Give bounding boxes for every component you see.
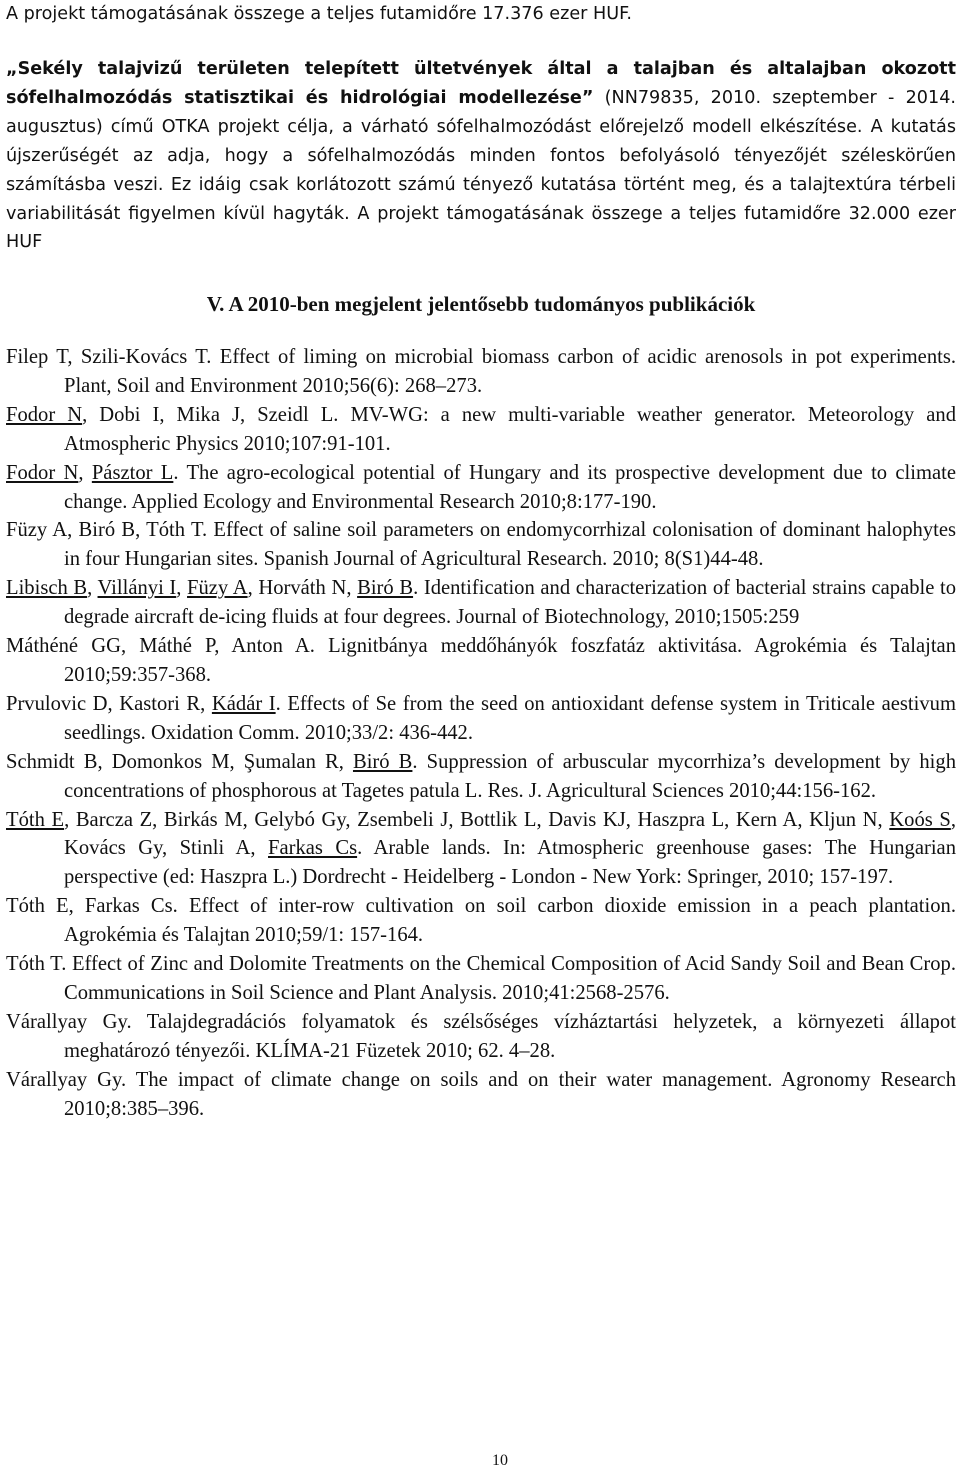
- pub-text: Lignitbánya meddőhányók foszfatáz aktivitása. Agrokémia és Talajtan 2010;59:357-368.: [64, 635, 956, 686]
- pub-text: Effect of liming on microbial biomass carbon of acidic arenosols in pot experiments. Plant, Soil and Environment 2010;56(6): 268–273.: [64, 346, 956, 397]
- publication-item: [6, 343, 956, 401]
- section-heading: V. A 2010-ben megjelent jelentősebb tudományos publikációk: [206, 292, 756, 316]
- publication-item: [6, 574, 956, 632]
- pub-text: The agro-ecological potential of Hungary and its prospective development due to climate change. Applied Ecology and Environmental Research 2010;8:177-190.: [64, 461, 956, 513]
- pub-text: Talajdegradációs folyamatok és szélsőséges vízháztartási helyzetek, a környezeti állapot meghatározó tényezői. KLÍMA-21 Füzetek 2010; 62. 4–28.: [64, 1010, 956, 1062]
- pub-separator: .: [357, 837, 363, 860]
- pub-authors: Várallyay Gy.: [6, 1068, 127, 1091]
- pub-separator: ,: [176, 577, 188, 600]
- publication-item: [6, 806, 956, 893]
- publication-item: [6, 690, 956, 748]
- pub-separator: ,: [78, 461, 92, 484]
- pub-author-underlined: Villányi I: [97, 577, 177, 600]
- pub-text: Suppression of arbuscular mycorrhiza’s development by high concentrations of phosphorous at Tagetes patula L. Res. J. Agricultural Sciences 2010;44:156-162.: [64, 750, 956, 802]
- document-page: [6, 0, 956, 1484]
- pub-author-underlined: Libisch B: [6, 577, 88, 600]
- pub-author-underlined: Farkas Cs: [268, 837, 358, 860]
- pub-authors: Prvulovic D, Kastori R,: [6, 692, 212, 715]
- pub-separator: .: [413, 577, 419, 600]
- pub-text: Effects of Se from the seed on antioxidant defense system in Triticale aestivum seedlings. Oxidation Comm. 2010;33/2: 436-442.: [64, 692, 956, 744]
- publication-item: [6, 1066, 956, 1124]
- pub-author-underlined: Füzy A: [187, 577, 248, 600]
- project-description-2: A kutatás újszerűségét az adja, hogy a sófelhalmozódás minden fontos befolyásoló tényezőjét széleskörűen számításba veszi. Ez idáig csak korlátozott számú tényező kutatása történt meg, és a talajtextúra térbeli variabilitását figyelmen kívül hagyták. A projekt támogatásának összege a teljes futamidőre 32.000 ezer HUF: [6, 116, 956, 253]
- pub-authors: Tóth E, Farkas Cs.: [6, 895, 178, 918]
- publication-item: [6, 748, 956, 806]
- pub-author-underlined: Fodor N: [6, 403, 83, 426]
- publication-item: [6, 459, 956, 517]
- pub-text: Effect of inter-row cultivation on soil carbon dioxide emission in a peach plantation. Agrokémia és Talajtan 2010;59/1: 157-164.: [64, 895, 956, 947]
- pub-authors: , Dobi I, Mika J, Szeidl L.: [82, 403, 339, 426]
- pub-author-underlined: Kádár I: [211, 692, 276, 715]
- intro-funding-text: A projekt támogatásának összege a teljes futamidőre 17.376 ezer HUF.: [6, 4, 632, 24]
- pub-separator: .: [173, 461, 179, 484]
- pub-text: Effect of Zinc and Dolomite Treatments on the Chemical Composition of Acid Sandy Soil and Bean Crop. Communications in Soil Science and Plant Analysis. 2010;41:2568-2576.: [64, 953, 956, 1004]
- pub-text: Identification and characterization of bacterial strains capable to degrade aircraft de-icing fluids at four degrees. Journal of Biotechnology, 2010;1505:259: [64, 577, 956, 629]
- publication-item: [6, 401, 956, 459]
- publication-item: [6, 892, 956, 950]
- pub-authors: Filep T, Szili-Kovács T.: [6, 346, 212, 368]
- pub-author-underlined: Fodor N: [6, 461, 79, 484]
- pub-authors: Füzy A, Biró B, Tóth T.: [6, 519, 208, 542]
- pub-author-underlined: Biró B: [352, 750, 413, 773]
- pub-authors: Tóth T.: [6, 953, 67, 976]
- publication-item: [6, 632, 956, 690]
- pub-author-underlined: Biró B: [357, 577, 414, 600]
- page-number: 10: [492, 1452, 508, 1469]
- pub-author-underlined: Koós S: [889, 808, 951, 831]
- pub-authors: , Horváth N,: [247, 577, 358, 600]
- project-title: „Sekély talajvizű területen telepített ültetvények által a talajban és altalajban okozott sófelhalmozódás statisztikai és hidrológiai modellezése”: [6, 59, 956, 108]
- publication-item: [6, 516, 956, 574]
- pub-author-underlined: Pásztor L: [91, 461, 174, 484]
- pub-authors: Schmidt B, Domonkos M, Şumalan R,: [6, 750, 353, 773]
- pub-text: Arable lands. In: Atmospheric greenhouse gases: The Hungarian perspective (ed: Haszpra L.) Dordrecht - Heidelberg - London - New York: Springer, 2010; 157-197.: [64, 837, 956, 889]
- pub-author-underlined: Tóth E: [6, 808, 65, 831]
- pub-authors: Máthéné GG, Máthé P, Anton A.: [6, 635, 315, 658]
- project-paragraph: [6, 55, 956, 257]
- pub-text: The impact of climate change on soils and on their water management. Agronomy Research 2010;8:385–396.: [64, 1068, 956, 1120]
- pub-authors: , Kovács Gy, Stinli A,: [64, 808, 956, 860]
- pub-text: Effect of saline soil parameters on endomycorrhizal colonisation of dominant halophytes in four Hungarian sites. Spanish Journal of Agricultural Research. 2010; 8(S1)44-48.: [64, 519, 956, 571]
- pub-authors: Várallyay Gy.: [6, 1010, 132, 1033]
- publication-item: [6, 1008, 956, 1066]
- project-description: (NN79835, 2010. szeptember - 2014. augusztus) című OTKA projekt célja, a várható sófelhalmozódást előrejelző modell elkészítése.: [6, 87, 956, 137]
- pub-separator: .: [412, 750, 418, 773]
- pub-text: MV-WG: a new multi-variable weather generator. Meteorology and Atmospheric Physics 2010;107:91-101.: [64, 403, 956, 455]
- publication-list: [6, 343, 956, 1123]
- pub-separator: ,: [87, 577, 98, 600]
- pub-authors: , Barcza Z, Birkás M, Gelybó Gy, Zsembeli J, Bottlik L, Davis KJ, Haszpra L, Kern A, Kljun N,: [64, 808, 890, 831]
- publication-item: [6, 950, 956, 1008]
- pub-separator: .: [275, 692, 281, 715]
